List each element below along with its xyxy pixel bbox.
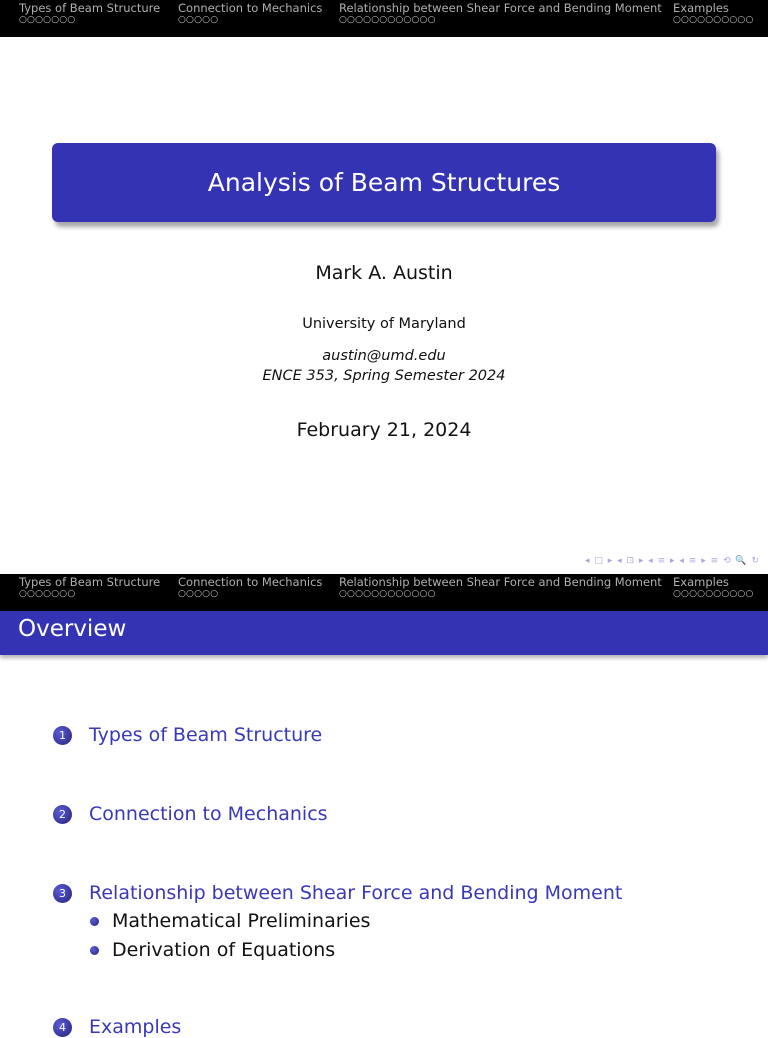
course: ENCE 353, Spring Semester 2024 [262,368,506,384]
toc-number-badge: 4 [53,1018,72,1037]
nav-section-dots[interactable]: ○○○○○ [178,589,219,599]
nav-section-relationship[interactable] [339,1,662,26]
toc-subitem-preliminaries[interactable] [90,910,370,932]
nav-section-dots[interactable]: ○○○○○ [178,15,219,25]
nav-section-types[interactable] [19,1,160,26]
nav-section-dots[interactable]: ○○○○○○○○○○○○ [339,589,436,599]
toc-subitem-label: Derivation of Equations [112,939,336,961]
toc-item-examples[interactable] [53,1016,181,1038]
section-navbar [0,574,768,611]
nav-section-label: Examples [673,575,729,589]
frame-title-bar [0,611,768,655]
nav-section-dots[interactable]: ○○○○○○○○○○○○ [339,15,436,25]
nav-section-label: Types of Beam Structure [19,1,161,15]
beamer-navigation-controls[interactable]: ◂ □ ▸ ◂ ⊡ ▸ ◂ ≡ ▸ ◂ ≡ ▸ ≡ ⟲ 🔍 ↻ [584,556,760,566]
nav-section-mechanics[interactable] [178,575,322,600]
toc-number-badge: 1 [53,726,72,745]
toc-item-label: Types of Beam Structure [89,724,323,746]
toc-item-label: Relationship between Shear Force and Bending Moment [89,882,623,904]
nav-section-types[interactable] [19,575,160,600]
nav-section-relationship[interactable] [339,575,662,600]
nav-section-dots[interactable]: ○○○○○○○○○○ [673,589,754,599]
nav-section-examples[interactable] [673,575,754,600]
toc-item-types[interactable] [53,724,322,746]
presentation-title: Analysis of Beam Structures [207,168,561,197]
toc-item-mechanics[interactable] [53,803,328,825]
toc-item-label: Examples [89,1016,182,1038]
toc-item-label: Connection to Mechanics [89,803,328,825]
author: Mark A. Austin [315,262,453,284]
frame-title: Overview [18,616,127,642]
overview-slide [0,574,768,1038]
nav-section-mechanics[interactable] [178,1,322,26]
bullet-icon [90,946,99,955]
email: austin@umd.edu [322,348,446,364]
section-navbar [0,0,768,37]
nav-section-dots[interactable]: ○○○○○○○ [19,589,76,599]
institution: University of Maryland [302,316,466,332]
toc-number-badge: 2 [53,805,72,824]
nav-section-label: Connection to Mechanics [178,1,323,15]
toc-subitem-derivation[interactable] [90,939,335,961]
nav-section-dots[interactable]: ○○○○○○○○○○ [673,15,754,25]
nav-section-label: Relationship between Shear Force and Bending Moment [339,575,662,589]
nav-section-label: Relationship between Shear Force and Bending Moment [339,1,662,15]
toc-item-relationship[interactable] [53,882,622,904]
title-box [52,143,716,222]
date: February 21, 2024 [296,419,472,441]
nav-section-label: Types of Beam Structure [19,575,161,589]
nav-section-examples[interactable] [673,1,754,26]
toc-subitem-label: Mathematical Preliminaries [112,910,371,932]
nav-section-dots[interactable]: ○○○○○○○ [19,15,76,25]
nav-section-label: Connection to Mechanics [178,575,323,589]
toc-number-badge: 3 [53,884,72,903]
nav-section-label: Examples [673,1,729,15]
bullet-icon [90,917,99,926]
